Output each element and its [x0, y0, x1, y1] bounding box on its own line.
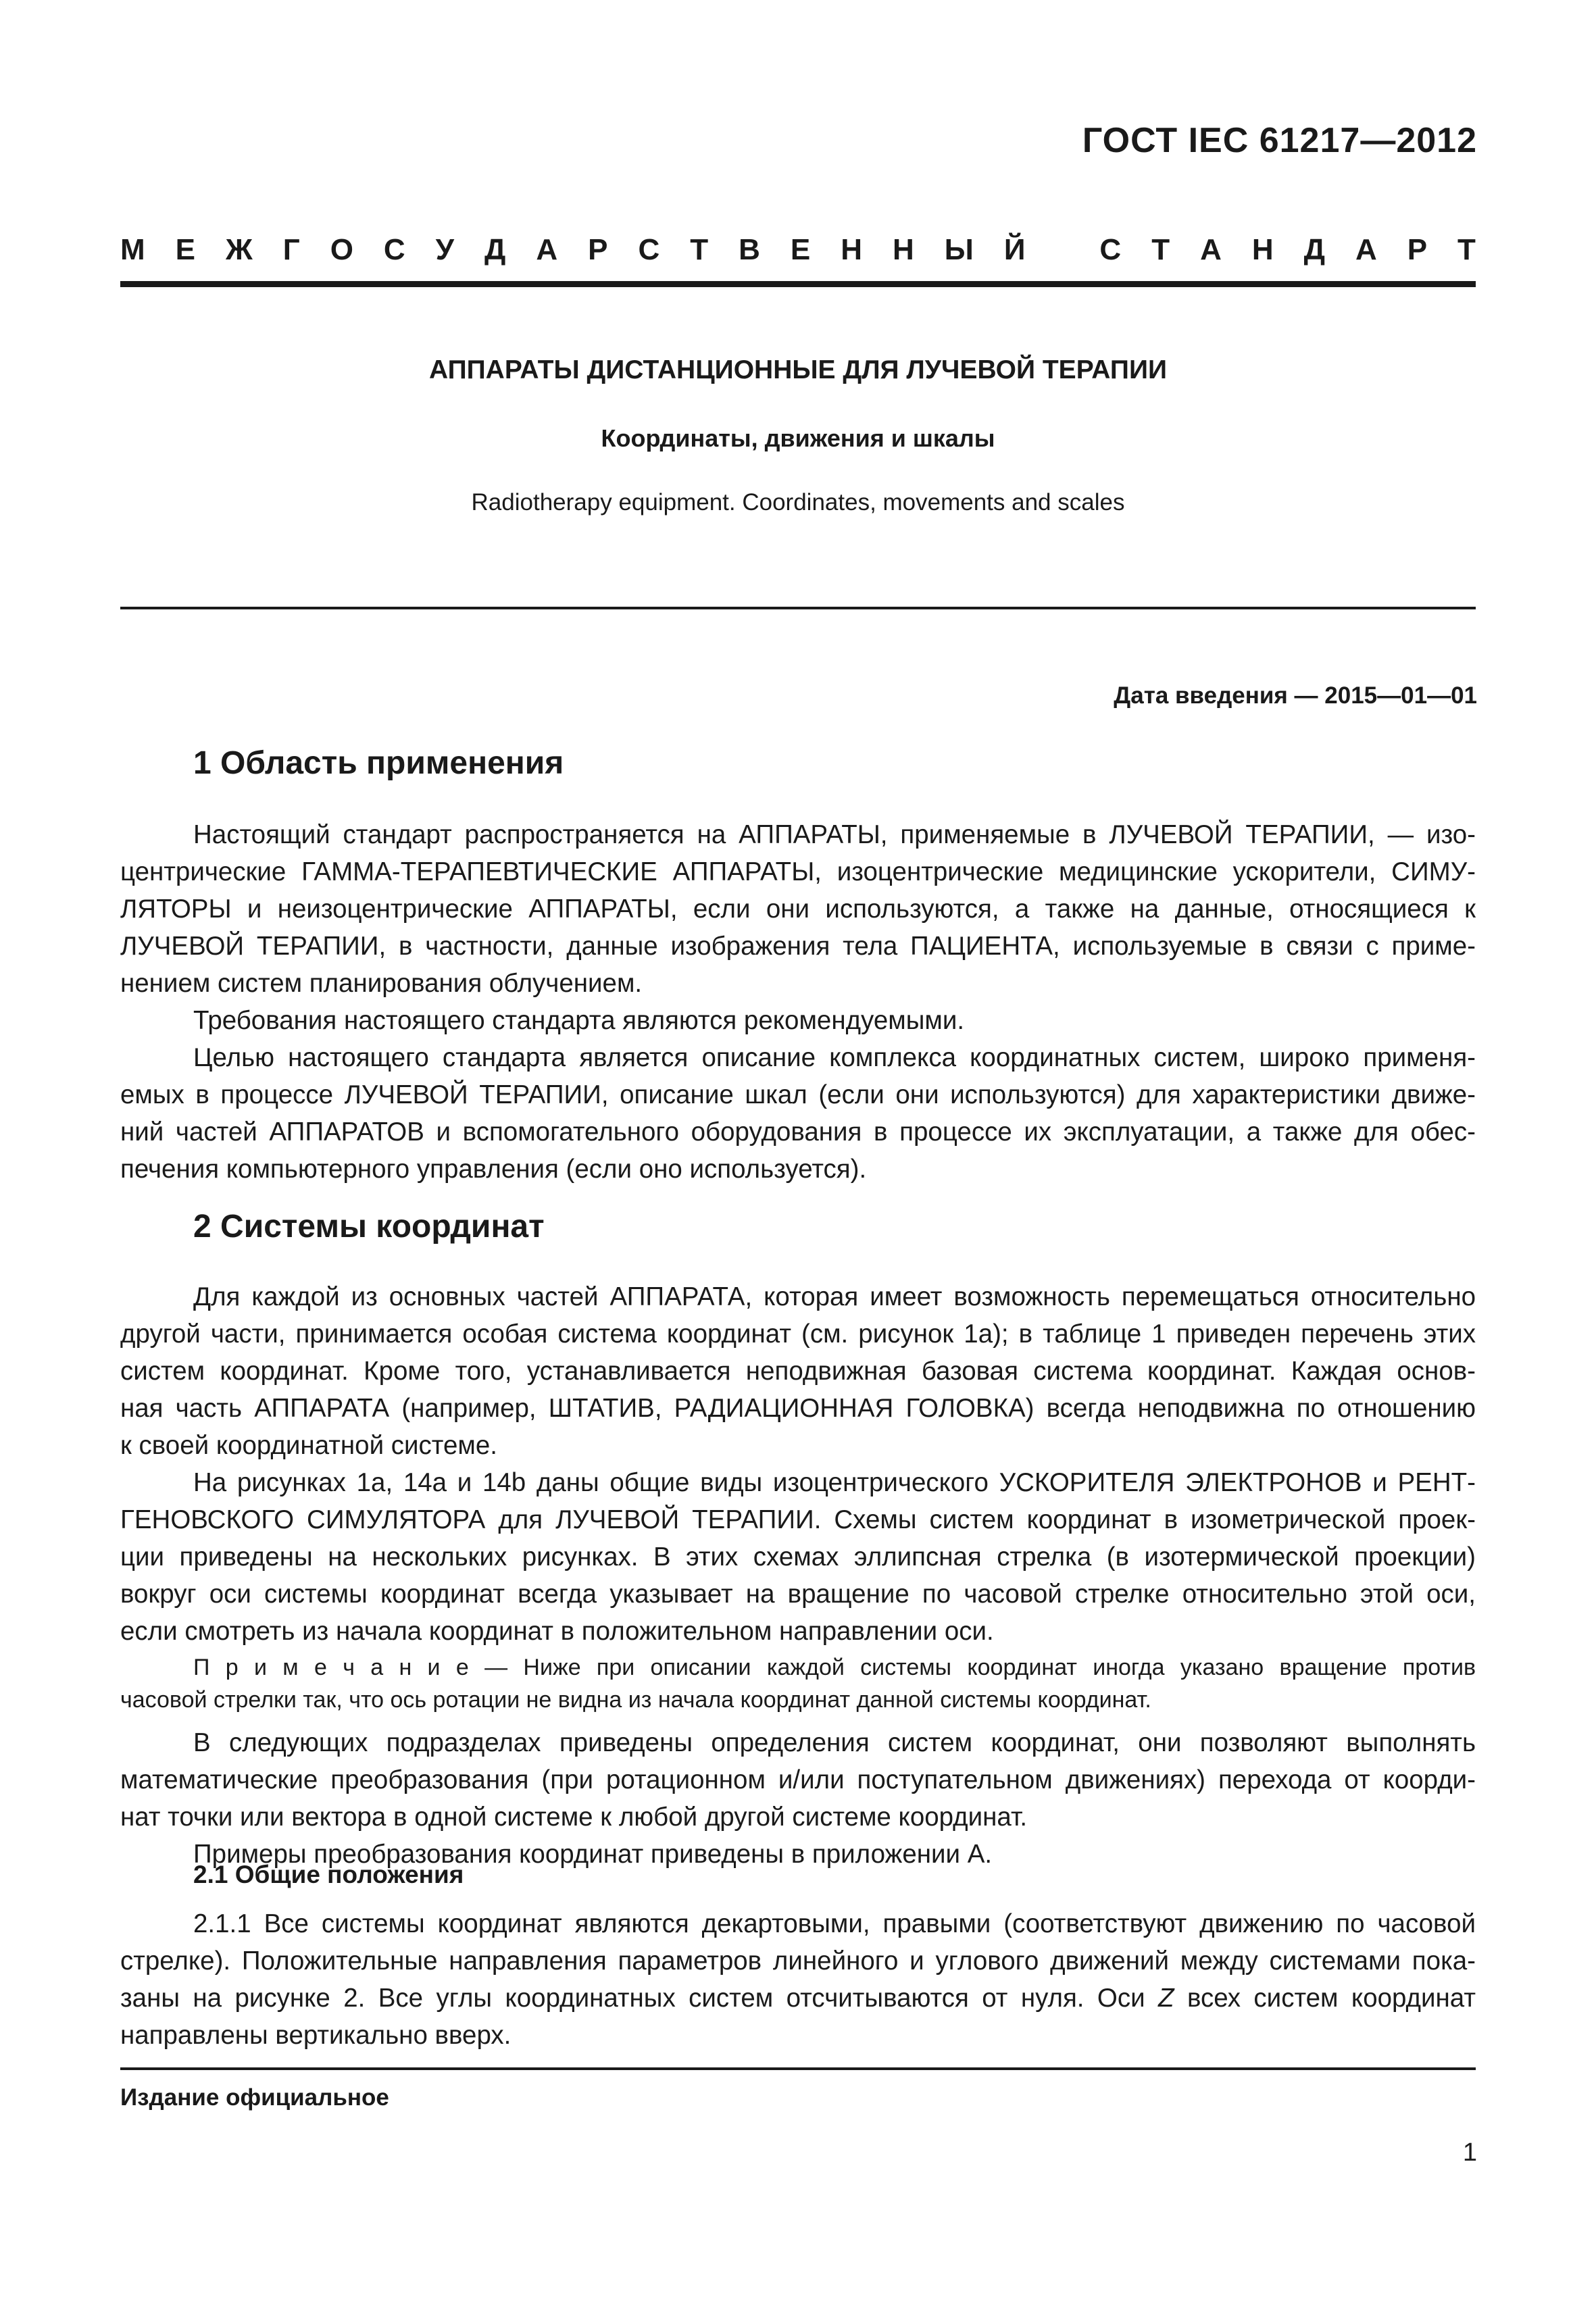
- note: [120, 1651, 1476, 1716]
- banner-letter: Р: [588, 233, 608, 266]
- subsection-2-1-heading: 2.1 Общие положения: [193, 1861, 464, 1888]
- banner-letter: М: [120, 233, 145, 266]
- text-line: ЛЯТОРЫ и неизоцентрические АППАРАТЫ, если они используются, а также на данные, относящиеся к: [120, 895, 1476, 924]
- banner-letter: А: [1355, 233, 1377, 266]
- section-2-heading: 2 Системы координат: [193, 1209, 545, 1244]
- banner-letter: Н: [893, 233, 914, 266]
- banner-letter: Е: [175, 233, 195, 266]
- text-line: направлены вертикально вверх.: [120, 2021, 512, 2050]
- note-line: [120, 1651, 1476, 1684]
- text-line: печения компьютерного управления (если оно используется).: [120, 1155, 867, 1184]
- text-line: другой части, принимается особая система координат (см. рисунок 1а); в таблице 1 приведен перечень этих: [120, 1319, 1476, 1349]
- banner-letter: Ж: [225, 233, 253, 266]
- note-text: Ниже при описании каждой системы координат иногда указано вращение против: [523, 1655, 1476, 1680]
- text-line: центрические ГАММА-ТЕРАПЕВТИЧЕСКИЕ АППАРАТЫ, изоцентрические медицинские ускорители, СИМУ-: [120, 857, 1476, 886]
- banner-letter: Д: [484, 233, 506, 266]
- text-line: [120, 1980, 1476, 2017]
- banner-letter: Й: [1003, 233, 1026, 266]
- text-run: всех систем координат: [1174, 1984, 1476, 2013]
- banner-letter: А: [1200, 233, 1222, 266]
- text-line: Примеры преобразования координат приведены в приложении А.: [193, 1840, 993, 1869]
- text-line: Целью настоящего стандарта является описание комплекса координатных систем, широко применя-: [193, 1043, 1476, 1072]
- text-line: вокруг оси системы координат всегда указывает на вращение по часовой стрелке относительно этой оси,: [120, 1580, 1476, 1609]
- section-2-body: [120, 1278, 1476, 1650]
- banner-letter: Т: [1151, 233, 1170, 266]
- text-line: Требования настоящего стандарта являются рекомендуемыми.: [193, 1006, 965, 1035]
- page-number: 1: [1462, 2138, 1477, 2167]
- banner-letter: Ы: [944, 233, 974, 266]
- banner-letter: Н: [1251, 233, 1274, 266]
- banner-letter: С: [383, 233, 405, 266]
- document-number: ГОСТ IEC 61217—2012: [1082, 121, 1477, 160]
- document-subtitle: Координаты, движения и шкалы: [601, 424, 995, 452]
- footer-divider: [120, 2067, 1476, 2070]
- title-divider: [120, 607, 1476, 609]
- text-line: нат точки или вектора в одной системе к любой другой системе координат.: [120, 1803, 1028, 1832]
- text-run: заны на рисунке 2. Все углы координатных систем отсчитываются от нуля. Оси: [120, 1984, 1159, 2013]
- banner-letter: А: [536, 233, 558, 266]
- banner-letter: Т: [1457, 233, 1476, 266]
- text-line: Для каждой из основных частей АППАРАТА, которая имеет возможность перемещаться относительно: [193, 1282, 1476, 1311]
- subsection-2-1-body: [120, 1905, 1476, 2054]
- text-line: На рисунках 1а, 14а и 14b даны общие виды изоцентрического УСКОРИТЕЛЯ ЭЛЕКТРОНОВ и РЕНТ-: [193, 1468, 1476, 1497]
- banner-letter: Т: [690, 233, 709, 266]
- note-line: часовой стрелки так, что ось ротации не видна из начала координат данной системы координат.: [120, 1687, 1151, 1713]
- banner-letter: О: [330, 233, 353, 266]
- section-1-heading: 1 Область применения: [193, 745, 564, 781]
- banner-letter: С: [1099, 233, 1122, 266]
- text-line: В следующих подразделах приведены определения систем координат, они позволяют выполнять: [193, 1728, 1476, 1757]
- banner-letter: В: [739, 233, 760, 266]
- text-line: к своей координатной системе.: [120, 1431, 497, 1460]
- section-1-body: [120, 816, 1476, 1188]
- text-line: ная часть АППАРАТА (например, ШТАТИВ, РАДИАЦИОННАЯ ГОЛОВКА) всегда неподвижна по отношению: [120, 1394, 1476, 1423]
- interstate-standard-banner: [120, 230, 1476, 270]
- document-title: АППАРАТЫ ДИСТАНЦИОННЫЕ ДЛЯ ЛУЧЕВОЙ ТЕРАПИИ: [428, 355, 1168, 384]
- text-line: стрелке). Положительные направления параметров линейного и углового движений между системами пока-: [120, 1946, 1476, 1976]
- banner-letter: Н: [841, 233, 863, 266]
- banner-letter: У: [435, 233, 455, 266]
- text-line: если смотреть из начала координат в положительном направлении оси.: [120, 1617, 994, 1646]
- text-line: ции приведены на нескольких рисунках. В этих схемах эллипсная стрелка (в изотермической проекции): [120, 1542, 1476, 1571]
- banner-letter: Г: [282, 233, 300, 266]
- axis-z-italic: Z: [1158, 1984, 1174, 2013]
- section-2-body-continued: [120, 1724, 1476, 1873]
- english-title: Radiotherapy equipment. Coordinates, movements and scales: [471, 489, 1125, 515]
- text-line: нением систем планирования облучением.: [120, 969, 643, 998]
- banner-letter: Р: [1407, 233, 1428, 266]
- note-label: П р и м е ч а н и е —: [193, 1655, 508, 1680]
- introduction-date: Дата введения — 2015—01—01: [1114, 682, 1477, 709]
- header-divider: [120, 281, 1476, 287]
- text-line: емых в процессе ЛУЧЕВОЙ ТЕРАПИИ, описание шкал (если они используются) для характеристики движе-: [120, 1080, 1476, 1109]
- banner-letter: Д: [1303, 233, 1325, 266]
- text-line: ГЕНОВСКОГО СИМУЛЯТОРА для ЛУЧЕВОЙ ТЕРАПИИ. Схемы систем координат в изометрической проек-: [120, 1505, 1476, 1534]
- text-line: систем координат. Кроме того, устанавливается неподвижная базовая система координат. Каждая основ-: [120, 1357, 1476, 1386]
- banner-letter: Е: [790, 233, 811, 266]
- text-line: математические преобразования (при ротационном и/или поступательном движениях) перехода от коорди-: [120, 1765, 1476, 1794]
- official-edition-label: Издание официальное: [120, 2084, 389, 2111]
- banner-letter: С: [638, 233, 660, 266]
- text-line: 2.1.1 Все системы координат являются декартовыми, правыми (соответствуют движению по часовой: [193, 1909, 1476, 1938]
- text-line: Настоящий стандарт распространяется на АППАРАТЫ, применяемые в ЛУЧЕВОЙ ТЕРАПИИ, — изо-: [193, 820, 1476, 849]
- text-line: ЛУЧЕВОЙ ТЕРАПИИ, в частности, данные изображения тела ПАЦИЕНТА, используемые в связи с приме-: [120, 932, 1476, 961]
- text-line: ний частей АППАРАТОВ и вспомогательного оборудования в процессе их эксплуатации, а также для обес-: [120, 1117, 1476, 1147]
